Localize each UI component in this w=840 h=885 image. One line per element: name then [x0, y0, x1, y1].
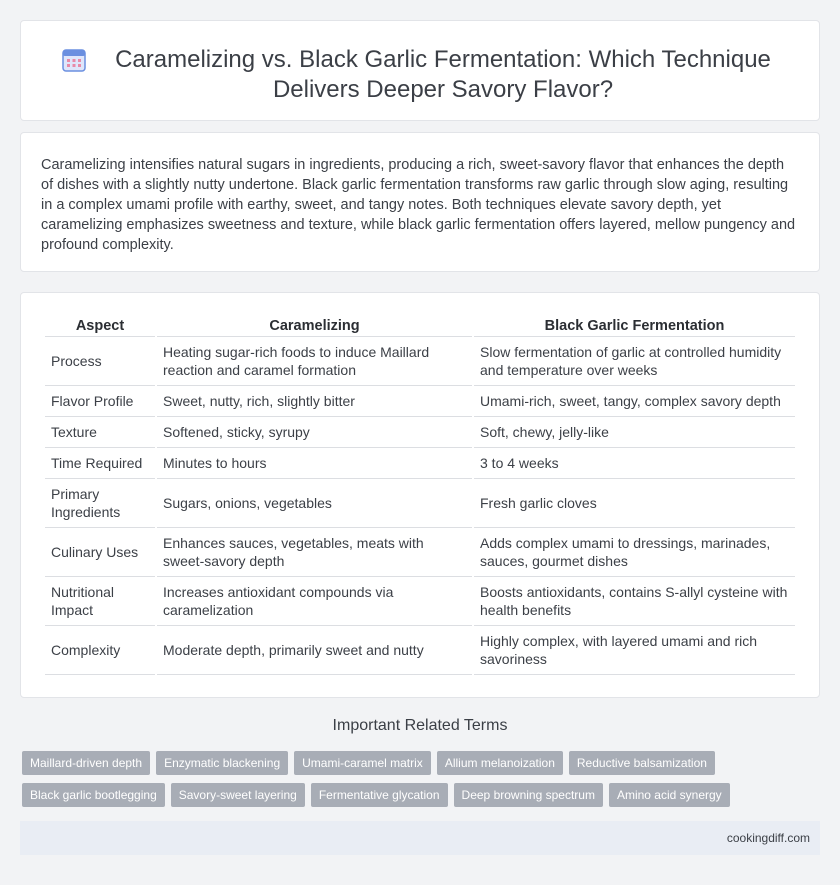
table-row [45, 577, 795, 626]
table-row [45, 386, 795, 417]
row-caramelizing: Heating sugar-rich foods to induce Maillard reaction and caramel formation [157, 337, 472, 386]
row-black-garlic: 3 to 4 weeks [474, 448, 795, 479]
comparison-card [20, 292, 820, 698]
row-aspect: Time Required [45, 448, 155, 479]
comparison-table [43, 313, 797, 675]
related-tag[interactable]: Allium melanoization [437, 751, 563, 775]
row-black-garlic: Adds complex umami to dressings, marinades, sauces, gourmet dishes [474, 528, 795, 577]
row-caramelizing: Enhances sauces, vegetables, meats with sweet-savory depth [157, 528, 472, 577]
row-aspect: Culinary Uses [45, 528, 155, 577]
row-black-garlic: Slow fermentation of garlic at controlled humidity and temperature over weeks [474, 337, 795, 386]
row-aspect: Process [45, 337, 155, 386]
title-row [21, 21, 819, 105]
row-caramelizing: Softened, sticky, syrupy [157, 417, 472, 448]
related-tag[interactable]: Deep browning spectrum [454, 783, 603, 807]
related-tags [22, 751, 822, 815]
row-caramelizing: Moderate depth, primarily sweet and nutty [157, 626, 472, 675]
table-row [45, 528, 795, 577]
row-caramelizing: Increases antioxidant compounds via caramelization [157, 577, 472, 626]
row-black-garlic: Soft, chewy, jelly-like [474, 417, 795, 448]
row-aspect: Flavor Profile [45, 386, 155, 417]
related-tag[interactable]: Black garlic bootlegging [22, 783, 165, 807]
row-black-garlic: Boosts antioxidants, contains S-allyl cysteine with health benefits [474, 577, 795, 626]
header-black-garlic: Black Garlic Fermentation [474, 313, 795, 337]
footer-site[interactable]: cookingdiff.com [726, 831, 810, 845]
related-tag[interactable]: Reductive balsamization [569, 751, 715, 775]
related-tag[interactable]: Amino acid synergy [609, 783, 730, 807]
row-caramelizing: Sweet, nutty, rich, slightly bitter [157, 386, 472, 417]
row-black-garlic: Umami-rich, sweet, tangy, complex savory depth [474, 386, 795, 417]
row-aspect: Complexity [45, 626, 155, 675]
page-title: Caramelizing vs. Black Garlic Fermentation: Which Technique Delivers Deeper Savory Flavor? [115, 46, 771, 103]
table-row [45, 417, 795, 448]
related-tag[interactable]: Maillard-driven depth [22, 751, 150, 775]
intro-card [20, 132, 820, 272]
header-caramelizing: Caramelizing [157, 313, 472, 337]
row-aspect: Texture [45, 417, 155, 448]
row-aspect: Nutritional Impact [45, 577, 155, 626]
table-row [45, 626, 795, 675]
related-tag[interactable]: Fermentative glycation [311, 783, 448, 807]
title-card [20, 20, 820, 121]
row-black-garlic: Highly complex, with layered umami and rich savoriness [474, 626, 795, 675]
related-tag[interactable]: Enzymatic blackening [156, 751, 288, 775]
row-caramelizing: Minutes to hours [157, 448, 472, 479]
related-terms-heading: Important Related Terms [332, 717, 508, 734]
table-row [45, 337, 795, 386]
table-row [45, 448, 795, 479]
related-tag[interactable]: Savory-sweet layering [171, 783, 305, 807]
row-caramelizing: Sugars, onions, vegetables [157, 479, 472, 528]
related-tag[interactable]: Umami-caramel matrix [294, 751, 431, 775]
row-black-garlic: Fresh garlic cloves [474, 479, 795, 528]
footer [20, 821, 820, 855]
table-header-row [45, 313, 795, 337]
row-aspect: Primary Ingredients [45, 479, 155, 528]
intro-paragraph: Caramelizing intensifies natural sugars in ingredients, producing a rich, sweet-savory flavor that enhances the depth of dishes with a slightly nutty undertone. Black garlic fermentation transforms raw garlic through slow aging, resulting in a complex umami profile with earthy, sweet, and tangy notes. Both techniques elevate savory depth, yet caramelizing emphasizes sweetness and texture, while black garlic fermentation offers layered, mellow pungency and profound complexity. [41, 157, 796, 253]
calendar-icon [61, 47, 87, 73]
header-aspect: Aspect [45, 313, 155, 337]
table-row [45, 479, 795, 528]
